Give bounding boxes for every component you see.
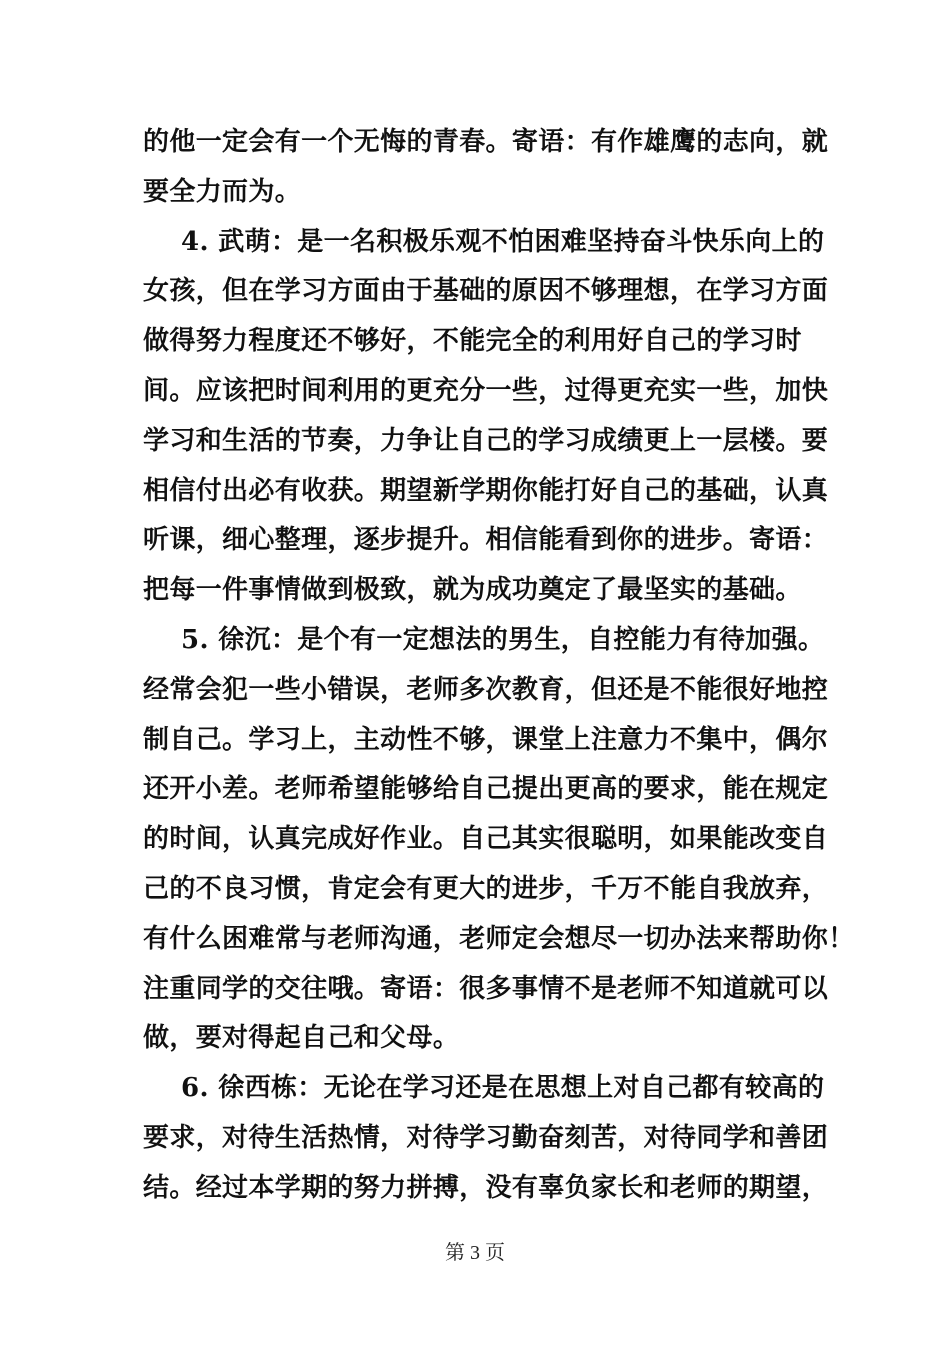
text-line: 结。经过本学期的努力拼搏，没有辜负家长和老师的期望， (143, 1172, 829, 1203)
text-line: 要求，对待生活热情，对待学习勤奋刻苦，对待同学和善团 (143, 1122, 829, 1153)
text-line: 还开小差。老师希望能够给自己提出更高的要求，能在规定 (143, 774, 829, 805)
text-line: 要全力而为。 (143, 176, 302, 207)
paragraph-start-line: 5. 徐沉：是个有一定想法的男生，自控能力有待加强。 (181, 624, 825, 655)
text-line: 听课，细心整理，逐步提升。相信能看到你的进步。寄语： (143, 525, 829, 556)
text-line: 己的不良习惯，肯定会有更大的进步，千万不能自我放弃， (143, 873, 829, 904)
text-line: 的他一定会有一个无悔的青春。寄语：有作雄鹰的志向，就 (143, 127, 829, 157)
text-line: 注重同学的交往哦。寄语：很多事情不是老师不知道就可以 (143, 973, 829, 1004)
paragraph-start-line: 6. 徐西栋：无论在学习还是在思想上对自己都有较高的 (181, 1073, 825, 1104)
text-line: 把每一件事情做到极致，就为成功奠定了最坚实的基础。 (143, 575, 802, 606)
paragraph-start-line: 4. 武萌：是一名积极乐观不怕困难坚持奋斗快乐向上的 (181, 226, 825, 257)
text-line: 女孩，但在学习方面由于基础的原因不够理想，在学习方面 (143, 276, 829, 307)
page-number: 第 3 页 (445, 1242, 505, 1264)
text-line: 的时间，认真完成好作业。自己其实很聪明，如果能改变自 (143, 824, 829, 855)
text-line: 做，要对得起自己和父母。 (143, 1023, 460, 1054)
text-line: 学习和生活的节奏，力争让自己的学习成绩更上一层楼。要 (143, 425, 829, 456)
text-line: 间。应该把时间利用的更充分一些，过得更充实一些，加快 (143, 375, 829, 406)
text-line: 有什么困难常与老师沟通，老师定会想尽一切办法来帮助你！ (143, 923, 855, 954)
text-line: 做得努力程度还不够好，不能完全的利用好自己的学习时 (143, 326, 802, 357)
text-line: 经常会犯一些小错误，老师多次教育，但还是不能很好地控 (143, 674, 829, 705)
text-line: 相信付出必有收获。期望新学期你能打好自己的基础，认真 (143, 475, 829, 506)
body-text (143, 118, 855, 1214)
text-line: 制自己。学习上，主动性不够，课堂上注意力不集中，偶尔 (143, 724, 829, 755)
